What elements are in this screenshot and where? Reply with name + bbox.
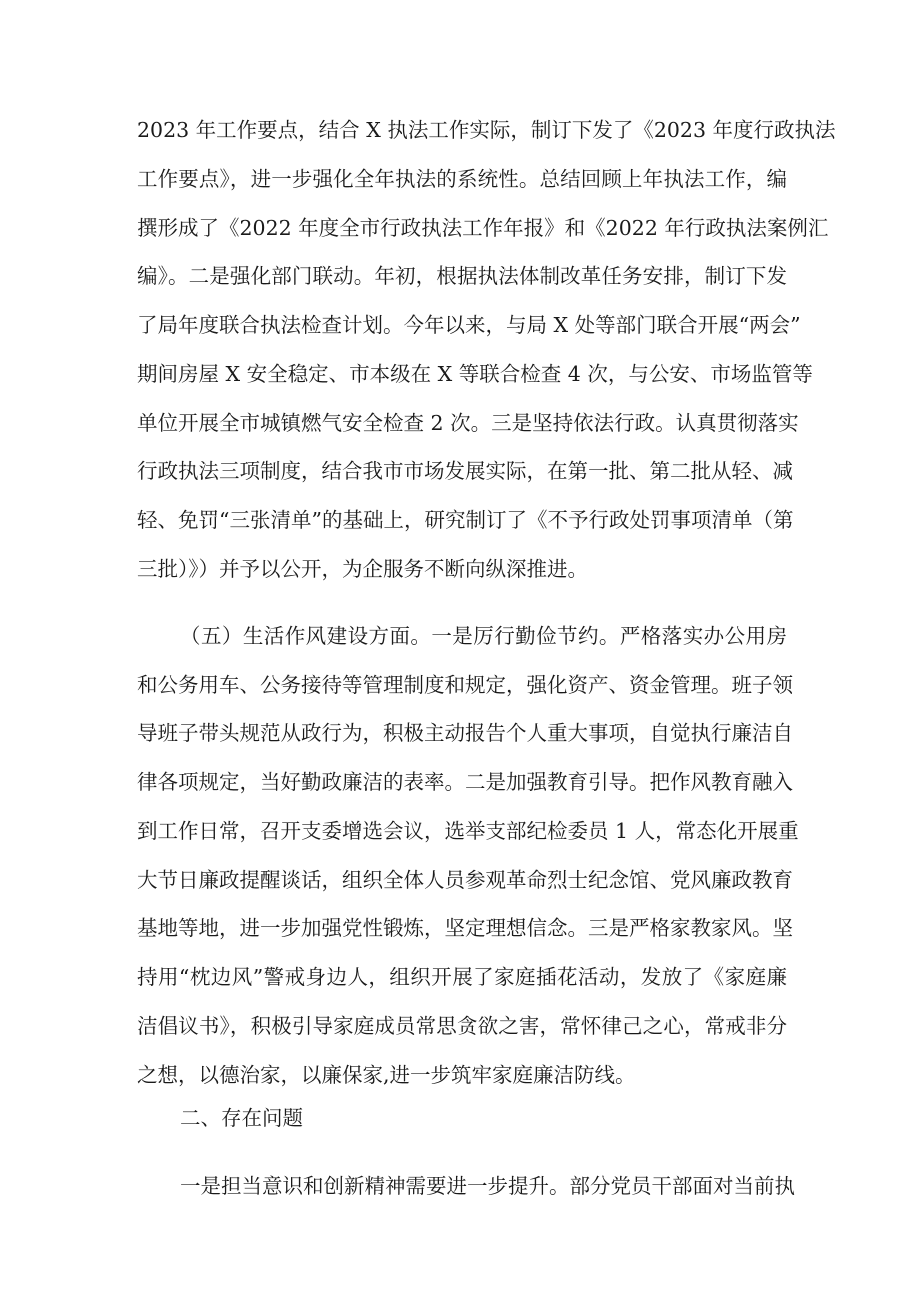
paragraph-1-line: 三批）》）并予以公开，为企服务不断向纵深推进。 <box>137 557 588 581</box>
paragraph-2-line: 到工作日常，召开支委增选会议，选举支部纪检委员 1 人，常态化开展重 <box>137 819 799 843</box>
paragraph-1-line: 期间房屋 X 安全稳定、市本级在 X 等联合检查 4 次，与公安、市场监管等 <box>137 362 813 386</box>
paragraph-1-line: 轻、免罚“三张清单”的基础上，研究制订了《不予行政处罚事项清单（第 <box>137 508 794 532</box>
paragraph-2-line: 和公务用车、公务接待等管理制度和规定，强化资产、资金管理。班子领 <box>137 673 793 697</box>
paragraph-1-line: 编》。二是强化部门联动。年初，根据执法体制改革任务安排，制订下发 <box>137 264 787 288</box>
paragraph-2-line: 大节日廉政提醒谈话，组织全体人员参观革命烈士纪念馆、党风廉政教育 <box>137 868 793 892</box>
paragraph-1-line: 撰形成了《2022 年度全市行政执法工作年报》和《2022 年行政执法案例汇 <box>137 216 829 240</box>
paragraph-2-line: （五）生活作风建设方面。一是厉行勤俭节约。严格落实办公用房 <box>180 624 787 648</box>
paragraph-1-line: 2023 年工作要点，结合 X 执法工作实际，制订下发了《2023 年度行政执法 <box>137 118 836 142</box>
paragraph-1-line: 工作要点》，进一步强化全年执法的系统性。总结回顾上年执法工作，编 <box>137 167 787 191</box>
section-heading: 二、存在问题 <box>180 1106 303 1130</box>
paragraph-1-line: 行政执法三项制度，结合我市市场发展实际，在第一批、第二批从轻、减 <box>137 459 793 483</box>
paragraph-2-line: 持用“枕边风”警戒身边人，组织开展了家庭插花活动，发放了《家庭廉 <box>137 965 787 989</box>
paragraph-2-line: 洁倡议书》，积极引导家庭成员常思贪欲之害，常怀律己之心，常戒非分 <box>137 1014 787 1038</box>
paragraph-3-line: 一是担当意识和创新精神需要进一步提升。部分党员干部面对当前执 <box>180 1174 795 1198</box>
paragraph-2-line: 基地等地，进一步加强党性锻炼，坚定理想信念。三是严格家教家风。坚 <box>137 916 793 940</box>
paragraph-2-line: 之想，以德治家，以廉保家,进一步筑牢家庭廉洁防线。 <box>137 1063 636 1087</box>
paragraph-2-line: 导班子带头规范从政行为，积极主动报告个人重大事项，自觉执行廉洁自 <box>137 721 793 745</box>
paragraph-1-line: 单位开展全市城镇燃气安全检查 2 次。三是坚持依法行政。认真贯彻落实 <box>137 411 799 435</box>
paragraph-1-line: 了局年度联合执法检查计划。今年以来，与局 X 处等部门联合开展“两会” <box>137 313 801 337</box>
paragraph-2-line: 律各项规定，当好勤政廉洁的表率。二是加强教育引导。把作风教育融入 <box>137 770 793 794</box>
